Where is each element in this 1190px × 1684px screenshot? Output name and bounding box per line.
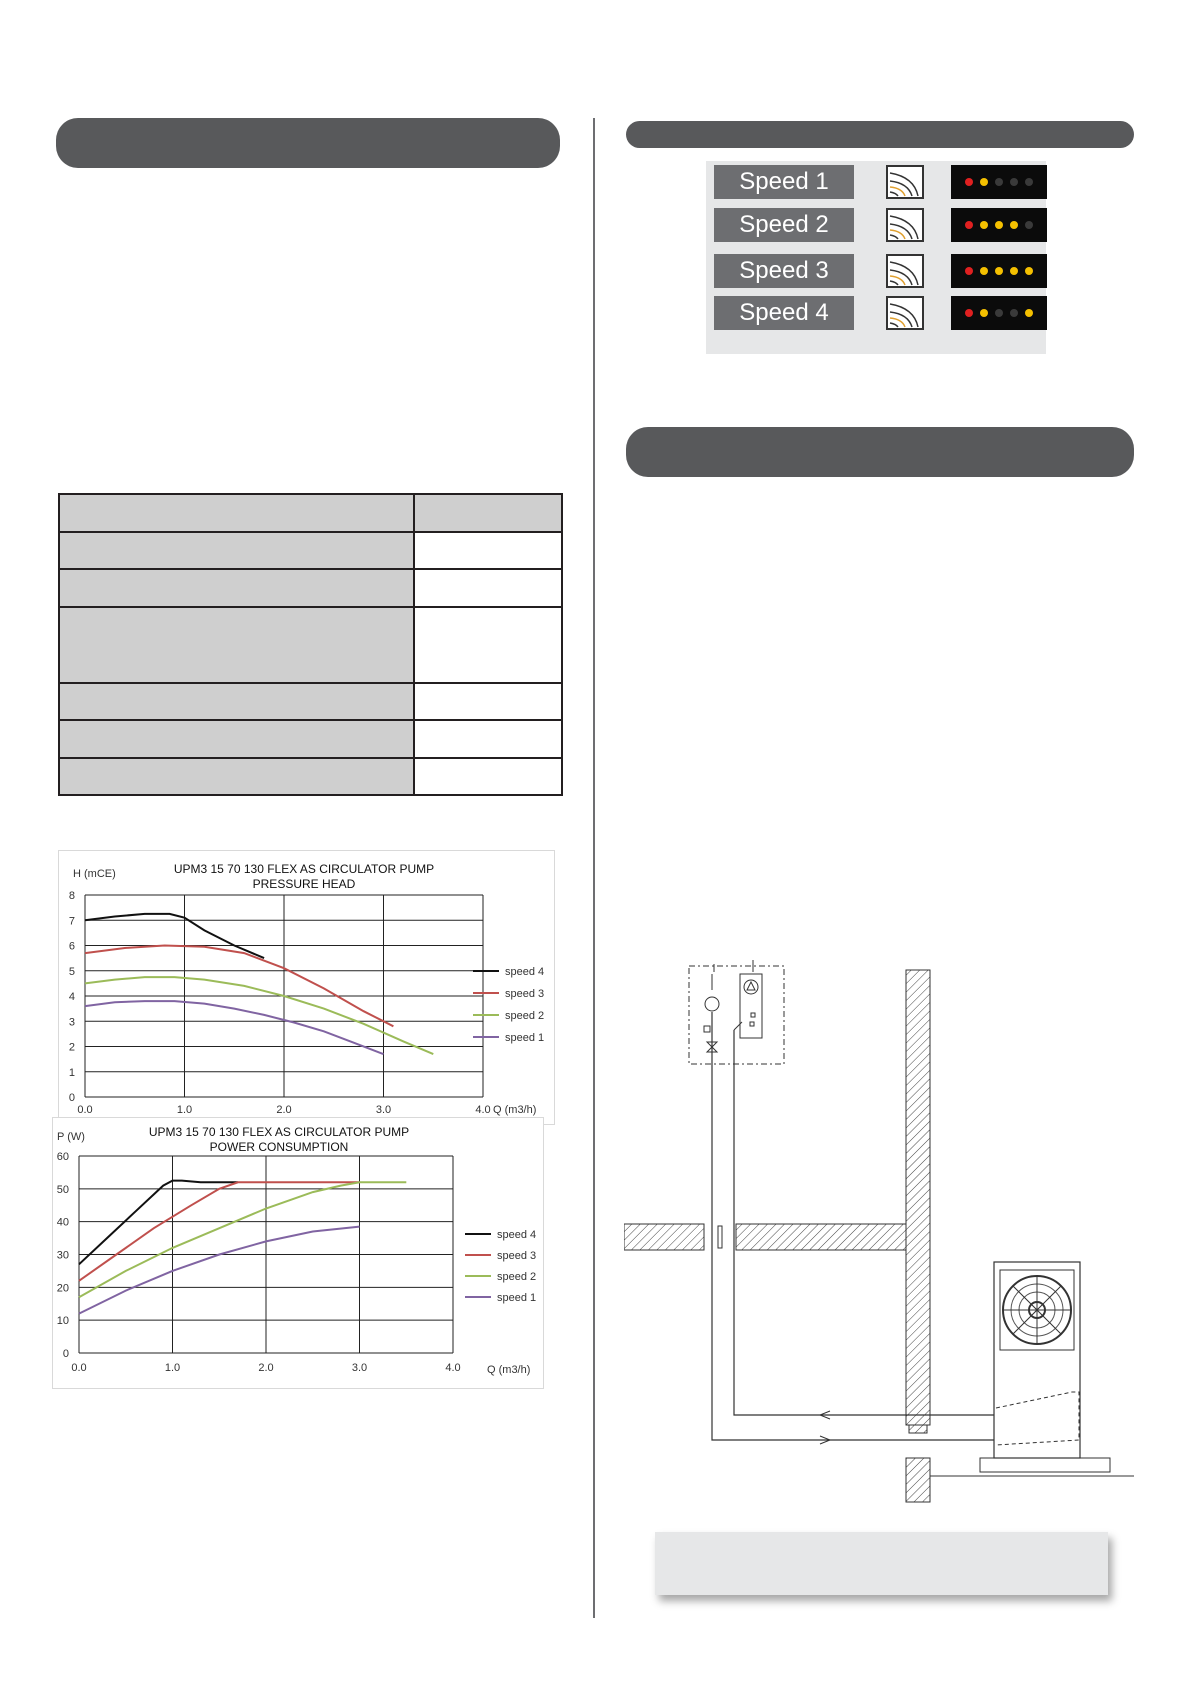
spec-table-cell: [59, 758, 414, 795]
led-dot: [965, 221, 973, 229]
led-dot: [1010, 221, 1018, 229]
x-tick-label: 0.0: [71, 1362, 87, 1374]
spec-table-cell: [59, 683, 414, 720]
y-tick-label: 0: [68, 1092, 75, 1104]
x-tick-label: 1.0: [176, 1104, 193, 1116]
led-dot: [1010, 309, 1018, 317]
led-dot: [995, 221, 1003, 229]
table-row: [59, 569, 562, 606]
spec-table-cell: [414, 494, 562, 532]
led-dot: [995, 178, 1003, 186]
y-tick-label: 60: [56, 1151, 69, 1163]
x-tick-label: 0.0: [77, 1104, 93, 1116]
speed-curve-icon: [886, 296, 924, 330]
led-dot: [965, 178, 973, 186]
led-dot: [1025, 309, 1033, 317]
speed-curve-icon: [886, 208, 924, 242]
x-axis-label: Q (m3/h): [493, 1104, 537, 1116]
speed-label: Speed 4: [714, 296, 854, 330]
table-row: [59, 607, 562, 684]
x-tick-label: 3.0: [375, 1104, 392, 1116]
y-tick-label: 1: [68, 1066, 75, 1079]
spec-table-cell: [414, 720, 562, 757]
speed-curve-icon: [886, 165, 924, 199]
x-tick-label: 4.0: [445, 1362, 461, 1374]
y-tick-label: 50: [56, 1183, 69, 1196]
y-axis-label: P (W): [57, 1131, 85, 1143]
led-dot: [1025, 178, 1033, 186]
legend-label: speed 3: [497, 1250, 537, 1262]
y-tick-label: 6: [68, 940, 75, 953]
series-line-speed-2: [79, 1182, 406, 1297]
speed-curve-icon: [886, 254, 924, 288]
led-dot: [965, 309, 973, 317]
chart-subtitle: PRESSURE HEAD: [252, 877, 356, 891]
speed-label: Speed 1: [714, 165, 854, 199]
led-dot: [1025, 221, 1033, 229]
led-dot: [1010, 267, 1018, 275]
y-tick-label: 0: [62, 1348, 69, 1360]
led-dot: [980, 221, 988, 229]
speed-row: [714, 165, 1038, 201]
y-tick-label: 4: [68, 991, 75, 1003]
speed-row: [714, 208, 1038, 244]
speed-label: Speed 2: [714, 208, 854, 242]
pump-icon: [705, 997, 719, 1011]
led-dot: [1025, 267, 1033, 275]
power-consumption-chart: [53, 1118, 543, 1388]
spec-table-cell: [414, 569, 562, 606]
pressure-head-chart-frame: [58, 850, 555, 1125]
spec-table-cell: [414, 683, 562, 720]
y-tick-label: 40: [56, 1216, 69, 1229]
spec-table-header-row: [59, 494, 562, 532]
chart-subtitle: POWER CONSUMPTION: [209, 1140, 349, 1154]
legend-label: speed 1: [497, 1292, 537, 1304]
speed-settings-panel: [706, 161, 1046, 354]
led-dot: [1010, 178, 1018, 186]
y-tick-label: 2: [68, 1041, 75, 1054]
wall-hatch: [624, 1224, 704, 1250]
led-dot: [995, 309, 1003, 317]
legend-label: speed 2: [505, 1010, 545, 1022]
table-row: [59, 532, 562, 569]
chart-title: UPM3 15 70 130 FLEX AS CIRCULATOR PUMP: [148, 1125, 410, 1139]
spec-table-cell: [59, 494, 414, 532]
led-dot: [980, 178, 988, 186]
x-tick-label: 4.0: [475, 1104, 491, 1116]
spec-table-cell: [414, 532, 562, 569]
led-dot: [965, 267, 973, 275]
speed-label: Speed 3: [714, 254, 854, 288]
legend-label: speed 1: [505, 1032, 545, 1044]
spec-table-cell: [59, 569, 414, 606]
y-tick-label: 10: [56, 1315, 69, 1328]
legend-label: speed 4: [497, 1229, 537, 1241]
wall-hatch: [906, 970, 930, 1425]
y-tick-label: 5: [68, 965, 75, 978]
speed-section-header: [626, 121, 1134, 148]
spec-table-cell: [414, 758, 562, 795]
legend-label: speed 3: [505, 988, 545, 1000]
y-tick-label: 20: [56, 1282, 69, 1295]
y-tick-label: 8: [68, 890, 75, 902]
legend-label: speed 4: [505, 966, 545, 978]
note-box: [655, 1532, 1108, 1595]
speed-row: [714, 296, 1038, 332]
series-line-speed-4: [79, 1181, 238, 1265]
led-dot: [980, 309, 988, 317]
power-consumption-chart-frame: [52, 1117, 544, 1389]
y-tick-label: 7: [68, 915, 75, 928]
x-tick-label: 2.0: [258, 1362, 274, 1374]
y-tick-label: 30: [56, 1249, 69, 1262]
speed-row: [714, 254, 1038, 290]
spec-table-cell: [59, 607, 414, 684]
led-indicator-strip: [951, 208, 1047, 242]
column-divider: [593, 118, 595, 1618]
chart-title: UPM3 15 70 130 FLEX AS CIRCULATOR PUMP: [173, 862, 435, 876]
installation-diagram: [624, 960, 1134, 1520]
pressure-head-chart: [59, 851, 554, 1124]
x-tick-label: 3.0: [351, 1362, 368, 1374]
legend-label: speed 2: [497, 1271, 537, 1283]
left-section-header: [56, 118, 560, 168]
wall-hatch: [736, 1224, 906, 1250]
led-indicator-strip: [951, 165, 1047, 199]
led-dot: [995, 267, 1003, 275]
hydraulic-module-box: [689, 966, 784, 1064]
installation-section-header: [626, 427, 1134, 477]
y-tick-label: 3: [68, 1016, 75, 1029]
led-dot: [980, 267, 988, 275]
series-line-speed-1: [79, 1227, 360, 1314]
led-indicator-strip: [951, 296, 1047, 330]
spec-table-cell: [59, 532, 414, 569]
x-tick-label: 1.0: [164, 1362, 181, 1374]
table-row: [59, 720, 562, 757]
x-tick-label: 2.0: [276, 1104, 292, 1116]
x-axis-label: Q (m3/h): [487, 1364, 531, 1376]
spec-table: [58, 493, 563, 796]
table-row: [59, 683, 562, 720]
spec-table-cell: [59, 720, 414, 757]
expansion-tank-icon: [740, 974, 762, 1038]
spec-table-cell: [414, 607, 562, 684]
y-axis-label: H (mCE): [73, 868, 116, 880]
table-row: [59, 758, 562, 795]
wall-hatch: [906, 1458, 930, 1502]
led-indicator-strip: [951, 254, 1047, 288]
series-line-speed-2: [85, 977, 433, 1054]
